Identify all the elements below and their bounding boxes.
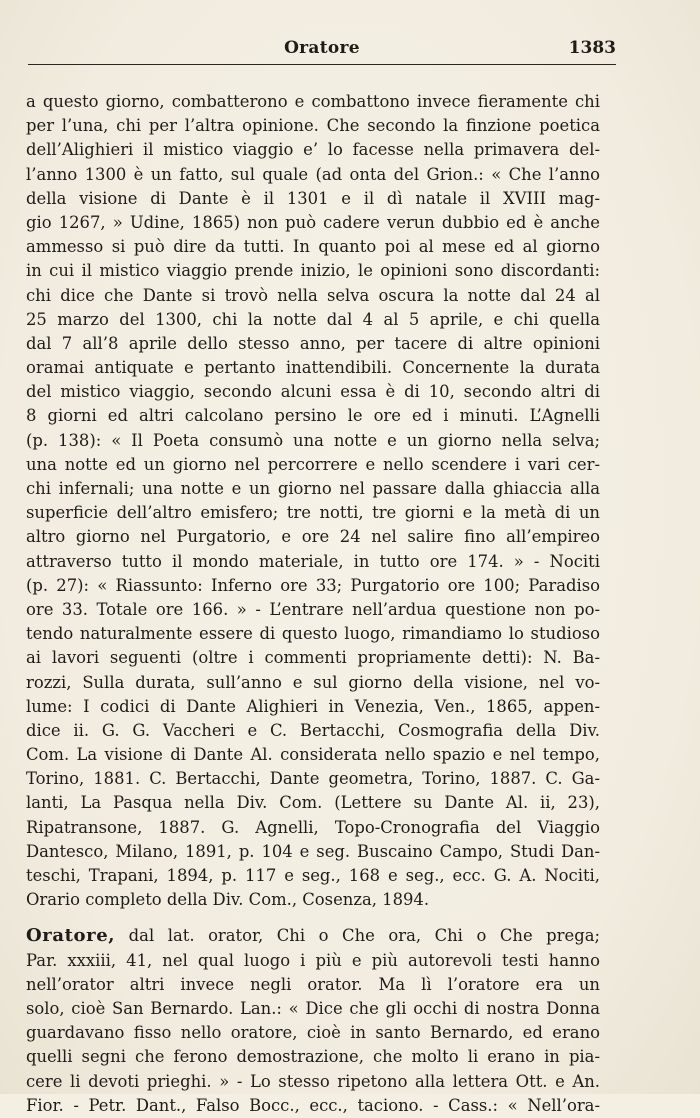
entry-first-line: Oratore, dal lat. orator, Chi o Che ora, Chi o Che prega; bbox=[26, 925, 600, 947]
text-line: superficie dell’altro emisfero; tre notti, tre giorni e la metà di un bbox=[26, 503, 600, 523]
text-line: della visione di Dante è il 1301 e il dì natale il XVIII mag- bbox=[26, 188, 600, 208]
text-line: teschi, Trapani, 1894, p. 117 e seg., 168 e seg., ecc. G. A. Nociti, bbox=[26, 866, 600, 885]
text-line: Ripatransone, 1887. G. Agnelli, Topo-Cronografia del Viaggio bbox=[26, 817, 600, 837]
text-line: in cui il mistico viaggio prende inizio, le opinioni sono discordanti: bbox=[26, 261, 600, 281]
text-line: a questo giorno, combatterono e combattono invece fieramente chi bbox=[26, 92, 600, 111]
body-text bbox=[26, 90, 600, 1118]
header-rule bbox=[28, 64, 616, 65]
text-line: altro giorno nel Purgatorio, e ore 24 nel salire fino all’empireo bbox=[26, 527, 600, 547]
text-line: dal 7 all’8 aprile dello stesso anno, per tacere di altre opinioni bbox=[26, 333, 600, 353]
text-line: quelli segni che ferono demostrazione, che molto li erano in pia- bbox=[26, 1047, 600, 1067]
page-header bbox=[28, 38, 616, 64]
running-title: Oratore bbox=[284, 38, 360, 58]
text-line: del mistico viaggio, secondo alcuni essa è di 10, secondo altri di bbox=[26, 382, 600, 402]
text-line: 8 giorni ed altri calcolano persino le ore ed i minuti. L’Agnelli bbox=[26, 406, 600, 426]
text-line: ammesso si può dire da tutti. In quanto poi al mese ed al giorno bbox=[26, 237, 600, 257]
text-line: cere li devoti prieghi. » - Lo stesso ripetono alla lettera Ott. e An. bbox=[26, 1071, 600, 1091]
text-line: Fior. - Petr. Dant., Falso Bocc., ecc., taciono. - Cass.: « Nell’ora- bbox=[26, 1095, 600, 1115]
text-line: rozzi, Sulla durata, sull’anno e sul giorno della visione, nel vo- bbox=[26, 672, 600, 692]
text-line: nell’orator altri invece negli orator. Ma lì l’oratore era un bbox=[26, 974, 600, 994]
text-line: lume: I codici di Dante Alighieri in Venezia, Ven., 1865, appen- bbox=[26, 696, 600, 716]
text-line: (p. 138): « Il Poeta consumò una notte e un giorno nella selva; bbox=[26, 430, 600, 450]
text-line: oramai antiquate e pertanto inattendibili. Concernente la durata bbox=[26, 358, 600, 378]
text-line: Dantesco, Milano, 1891, p. 104 e seg. Buscaino Campo, Studi Dan- bbox=[26, 841, 600, 861]
text-line: chi infernali; una notte e un giorno nel passare dalla ghiaccia alla bbox=[26, 479, 600, 498]
text-line: l’anno 1300 è un fatto, sul quale (ad onta del Grion.: « Che l’anno bbox=[26, 164, 600, 184]
text-line: ai lavori seguenti (oltre i commenti propriamente detti): N. Ba- bbox=[26, 648, 600, 668]
text-line: (p. 27): « Riassunto: Inferno ore 33; Purgatorio ore 100; Paradiso bbox=[26, 575, 600, 595]
text-line: gio 1267, » Udine, 1865) non può cadere verun dubbio ed è anche bbox=[26, 212, 600, 232]
text-line: chi dice che Dante si trovò nella selva oscura la notte dal 24 al bbox=[26, 285, 600, 305]
text-line: dice ii. G. G. Vaccheri e C. Bertacchi, Cosmografia della Div. bbox=[26, 720, 600, 740]
text-line: Orario completo della Div. Com., Cosenza, 1894. bbox=[26, 890, 430, 910]
text-line: dell’Alighieri il mistico viaggio e’ lo facesse nella primavera del- bbox=[26, 140, 600, 160]
text-line: tendo naturalmente essere di questo luogo, rimandiamo lo studioso bbox=[26, 624, 600, 644]
text-line: Torino, 1881. C. Bertacchi, Dante geometra, Torino, 1887. C. Ga- bbox=[26, 769, 600, 789]
paragraph-gap bbox=[26, 912, 600, 924]
text-line: Par. xxxiii, 41, nel qual luogo i più e più autorevoli testi hanno bbox=[26, 950, 600, 970]
text-line: per l’una, chi per l’altra opinione. Che secondo la finzione poetica bbox=[26, 116, 600, 136]
text-line: solo, cioè San Bernardo. Lan.: « Dice che gli occhi di nostra Donna bbox=[26, 998, 600, 1018]
text-line: Com. La visione di Dante Al. considerata nello spazio e nel tempo, bbox=[26, 745, 600, 765]
text-line: guardavano fisso nello oratore, cioè in santo Bernardo, ed erano bbox=[26, 1023, 600, 1043]
text-line: lanti, La Pasqua nella Div. Com. (Lettere su Dante Al. ii, 23), bbox=[26, 793, 600, 813]
text-line: ore 33. Totale ore 166. » - L’entrare nell’ardua questione non po- bbox=[26, 599, 600, 619]
text-line: una notte ed un giorno nel percorrere e nello scendere i vari cer- bbox=[26, 454, 600, 474]
page-number: 1383 bbox=[568, 38, 616, 58]
text-line: 25 marzo del 1300, chi la notte dal 4 al 5 aprile, e chi quella bbox=[26, 309, 600, 329]
text-line: attraverso tutto il mondo materiale, in tutto ore 174. » - Nociti bbox=[26, 551, 600, 571]
